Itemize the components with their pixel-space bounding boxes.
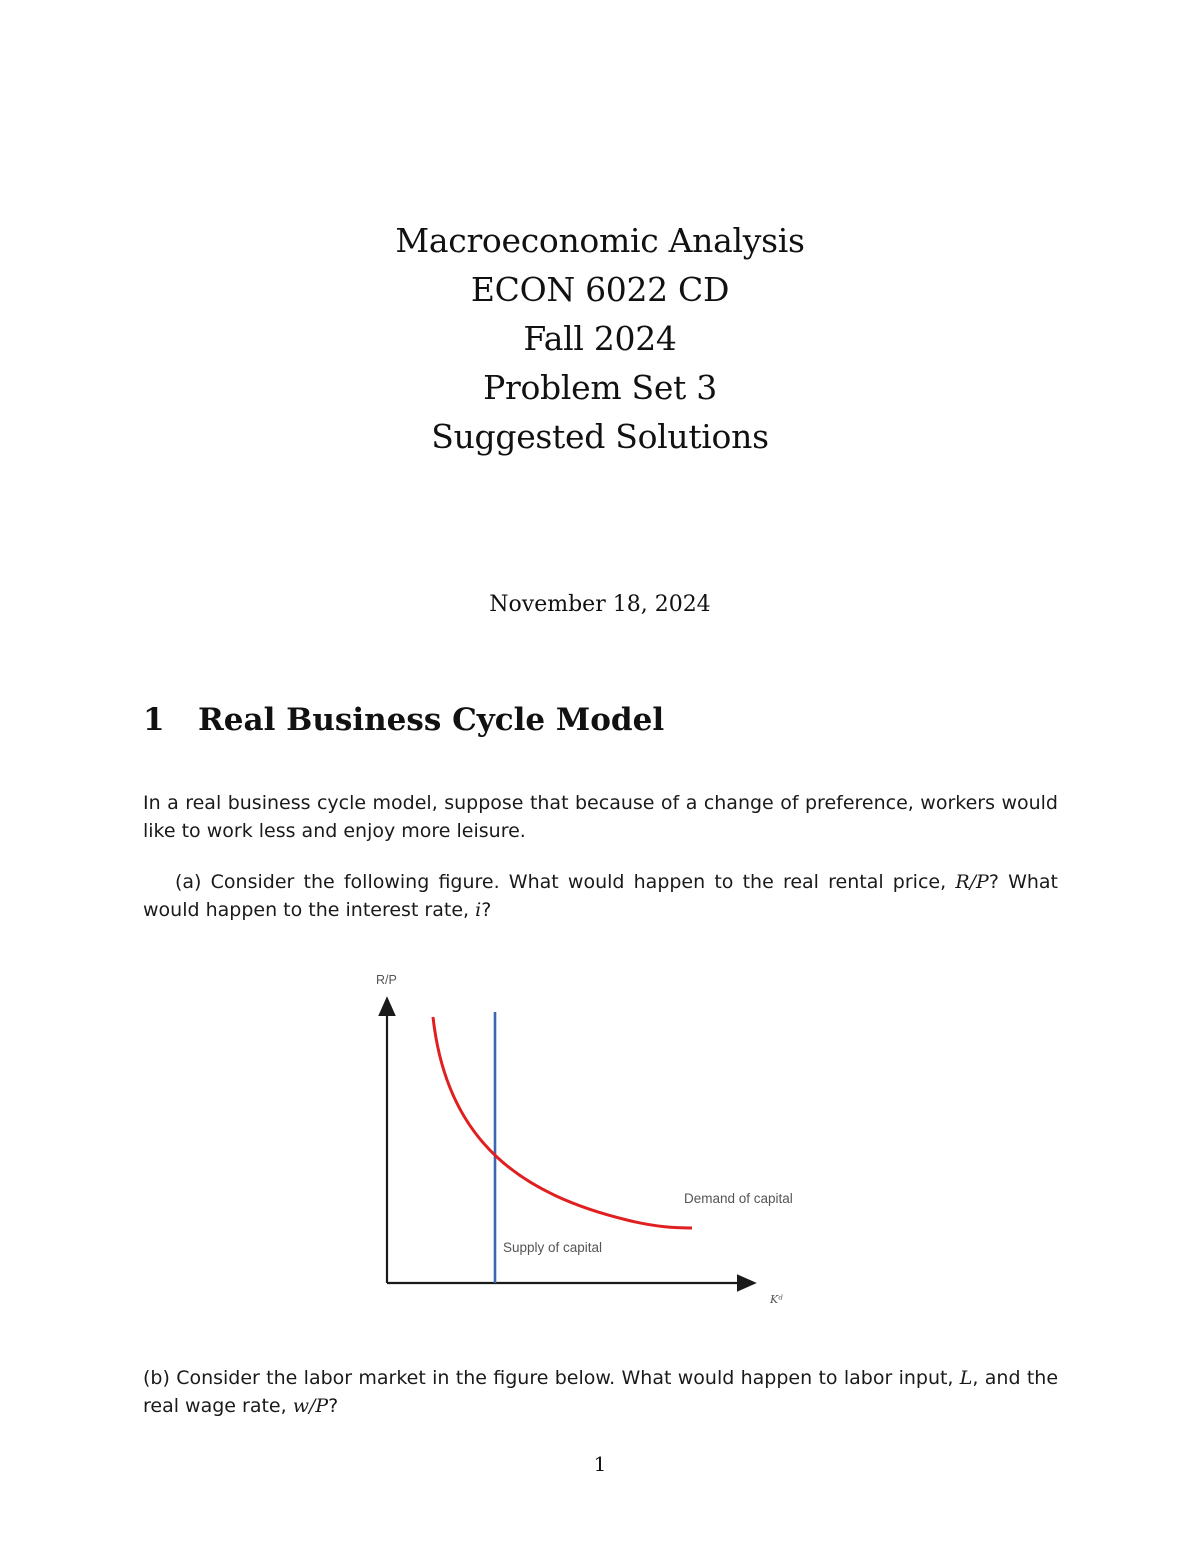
term: Fall 2024 [523,319,677,358]
demand-label: Demand of capital [684,1191,793,1206]
supply-label: Supply of capital [503,1240,603,1255]
section-number: 1 [143,702,165,738]
question-a-var-i: i [475,899,482,921]
intro-paragraph: In a real business cycle model, suppose that because of a change of preference, workers would like to work less and enjoy more leisure. [143,792,1058,842]
capital-market-svg [365,965,825,1310]
page-number: 1 [593,1452,607,1476]
section-title: Real Business Cycle Model [198,702,665,738]
question-b-mid: , and the real wage rate, [143,1367,1059,1417]
document-subtitle: Suggested Solutions [431,417,769,456]
title-block [0,216,1200,461]
y-axis-label: R/P [376,973,397,987]
question-a-var-rp: R/P [955,871,989,893]
question-a [143,868,1058,924]
course-code: ECON 6022 CD [470,270,730,309]
question-a-mid: ? What would happen to the interest rate, [143,871,1058,921]
question-b-var-wp: w/P [292,1395,329,1417]
section-heading [143,702,664,738]
question-b [143,1364,1058,1420]
question-b-var-l: L [959,1367,973,1389]
x-axis-label: Kᵈ [770,1293,783,1306]
problem-set-title: Problem Set 3 [483,368,717,407]
demand-of-capital-curve [433,1017,692,1228]
question-b-lead: (b) Consider the labor market in the figure below. What would happen to labor input, [143,1367,960,1389]
course-title: Macroeconomic Analysis [395,221,805,260]
question-a-lead: (a) Consider the following figure. What would happen to the real rental price, [175,871,956,893]
capital-market-figure [365,965,825,1314]
question-a-end: ? [481,899,492,921]
document-date: November 18, 2024 [489,592,711,617]
question-b-end: ? [328,1395,339,1417]
